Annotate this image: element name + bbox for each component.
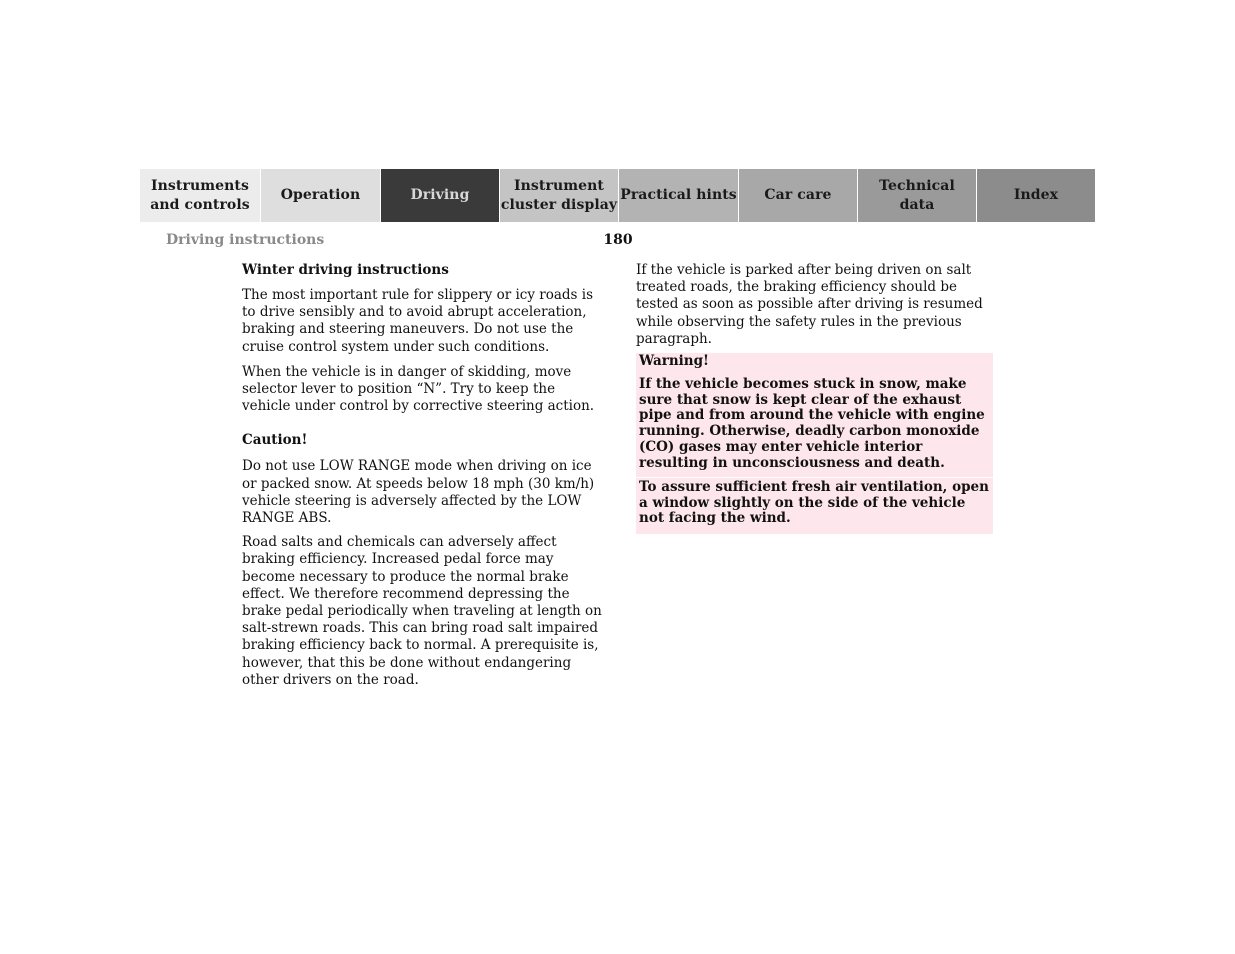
left-column	[242, 262, 602, 689]
warning-text-exhaust: If the vehicle becomes stuck in snow, make sure that snow is kept clear of the exhaust pipe and from around the vehicle with engine running. Otherwise, deadly carbon monoxide (CO) gases may enter vehicle interior resulting in unconsciousness and death.	[639, 376, 985, 471]
warning-text-ventilation: To assure sufficient fresh air ventilation, open a window slightly on the side of the vehicle not facing the wind.	[639, 479, 989, 527]
section-heading: Winter driving instructions	[242, 262, 449, 278]
tab-car-care[interactable]: Car care	[738, 169, 857, 222]
tab-operation[interactable]: Operation	[260, 169, 380, 222]
chapter-tab-bar	[140, 169, 1095, 222]
tab-index[interactable]: Index	[976, 169, 1095, 222]
tab-driving[interactable]: Driving	[380, 169, 499, 222]
tab-technical-data[interactable]: Technical data	[857, 169, 976, 222]
tab-practical-hints[interactable]: Practical hints	[618, 169, 738, 222]
paragraph-slippery-roads: The most important rule for slippery or icy roads is to drive sensibly and to avoid abrupt acceleration, braking and steering maneuvers. Do not use the cruise control system under such conditions.	[242, 287, 594, 355]
tab-instruments-and-controls[interactable]: Instruments and controls	[140, 169, 260, 222]
section-title: Driving instructions	[166, 232, 325, 248]
page-number: 180	[603, 232, 633, 248]
warning-title: Warning!	[639, 353, 709, 369]
caution-heading: Caution!	[242, 432, 308, 449]
paragraph-road-salts: Road salts and chemicals can adversely affect braking efficiency. Increased pedal force may become necessary to produce the normal brake effect. We therefore recommend depressing the brake pedal periodically when traveling at length on salt-strewn roads. This can bring road salt impaired braking efficiency back to normal. A prerequisite is, however, that this be done without endangering other drivers on the road.	[242, 534, 602, 688]
paragraph-caution-low-range: Do not use LOW RANGE mode when driving on ice or packed snow. At speeds below 18 mph (30 km/h) vehicle steering is adversely affected by the LOW RANGE ABS.	[242, 458, 595, 527]
tab-instrument-cluster-display[interactable]: Instrument cluster display	[499, 169, 618, 222]
warning-box	[636, 353, 993, 534]
warning-divider	[636, 477, 993, 478]
right-column	[636, 262, 994, 348]
paragraph-skidding: When the vehicle is in danger of skidding, move selector lever to position “N”. Try to keep the vehicle under control by corrective steering action.	[242, 363, 595, 415]
paragraph-salt-parked: If the vehicle is parked after being driven on salt treated roads, the braking efficiency should be tested as soon as possible after driving is resumed while observing the safety rules in the previous paragraph.	[636, 262, 983, 347]
